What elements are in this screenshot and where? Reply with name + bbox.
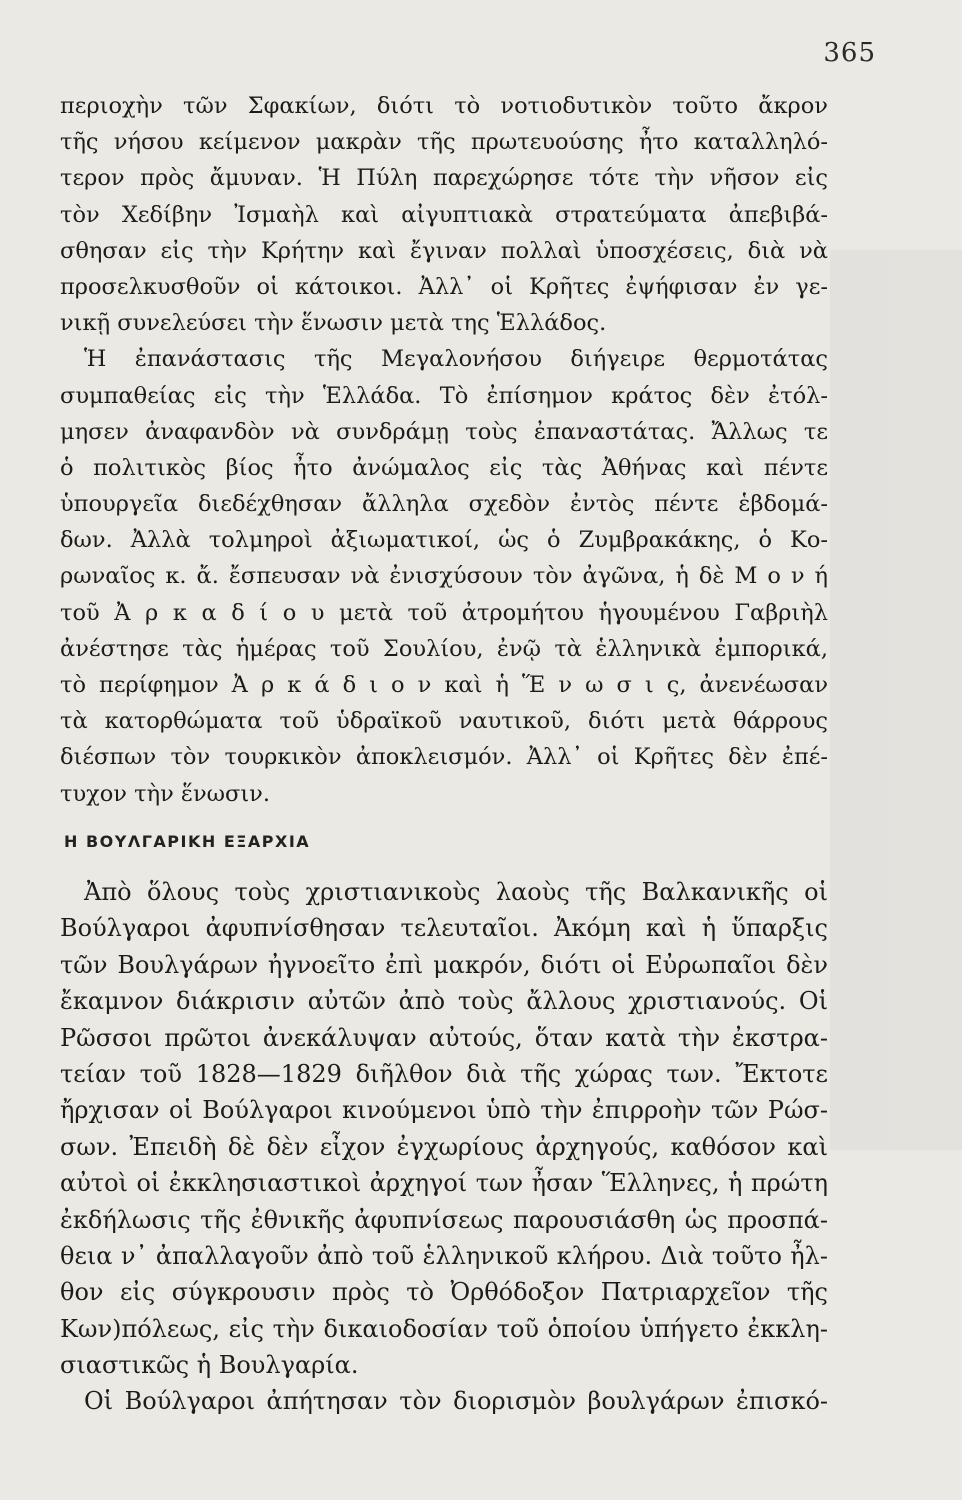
- body-text-section-1: [60, 88, 828, 812]
- text-line: σθησαν εἰς τὴν Κρήτην καὶ ἔγιναν πολλαὶ ὑποσχέσεις, διὰ νὰ: [60, 237, 828, 264]
- text-line: αὐτοὶ οἱ ἐκκλησιαστικοὶ ἀρχηγοί των ἦσαν Ἕλληνες, ἡ πρώτη: [60, 1169, 828, 1198]
- text-line: Οἱ Βούλγαροι ἀπήτησαν τὸν διορισμὸν βουλγάρων ἐπισκό-: [84, 1387, 828, 1416]
- text-line: Ἀπὸ ὅλους τοὺς χριστιανικοὺς λαοὺς τῆς Βαλκανικῆς οἱ: [84, 878, 828, 906]
- text-line: τὰ κατορθώματα τοῦ ὑδραϊκοῦ ναυτικοῦ, διότι μετὰ θάρρους: [60, 708, 828, 735]
- text-line: τοῦ Ἀ ρ κ α δ ί ο υ μετὰ τοῦ ἀτρομήτου ἡγουμένου Γαβριὴλ: [60, 599, 828, 626]
- text-line: περιοχὴν τῶν Σφακίων, διότι τὸ νοτιοδυτικὸν τοῦτο ἄκρον: [60, 93, 828, 119]
- text-line: ἔκαμνον διάκρισιν αὐτῶν ἀπὸ τοὺς ἄλλους χριστιανούς. Οἱ: [60, 987, 828, 1016]
- text-line: τὸ περίφημον Ἀ ρ κ ά δ ι ο ν καὶ ἡ Ἕ ν ω σ ι ς, ἀνενέωσαν: [60, 672, 828, 698]
- text-line: δων. Ἀλλὰ τολμηροὶ ἀξιωματικοί, ὡς ὁ Ζυμβρακάκης, ὁ Κο-: [60, 527, 828, 554]
- text-line: διέσπων τὸν τουρκικὸν ἀποκλεισμόν. Ἀλλ᾽ οἱ Κρῆτες δὲν ἐπέ-: [60, 744, 828, 771]
- text-line: μησεν ἀναφανδὸν νὰ συνδράμῃ τοὺς ἐπαναστάτας. Ἄλλως τε: [60, 418, 828, 445]
- text-line: ὁ πολιτικὸς βίος ἦτο ἀνώμαλος εἰς τὰς Ἀθήνας καὶ πέντε: [60, 454, 828, 481]
- page-number: 365: [823, 38, 876, 68]
- text-line: ἀνέστησε τὰς ἡμέρας τοῦ Σουλίου, ἐνῷ τὰ ἑλληνικὰ ἐμπορικά,: [60, 635, 828, 662]
- text-line: ρωναῖος κ. ἄ. ἔσπευσαν νὰ ἐνισχύσουν τὸν ἀγῶνα, ἡ δὲ Μ ο ν ή: [60, 563, 828, 590]
- text-line: προσελκυσθοῦν οἱ κάτοικοι. Ἀλλ᾽ οἱ Κρῆτες ἐψήφισαν ἐν γε-: [60, 273, 828, 300]
- body-text-section-2: [60, 874, 828, 1420]
- show-through-shadow: [830, 250, 962, 1150]
- text-line: τῆς νήσου κείμενον μακρὰν τῆς πρωτευούσης ἦτο καταλληλό-: [60, 129, 828, 156]
- text-line: ἤρχισαν οἱ Βούλγαροι κινούμενοι ὑπὸ τὴν ἐπιρροὴν τῶν Ρώσ-: [60, 1096, 828, 1125]
- text-line: ἐκδήλωσις τῆς ἐθνικῆς ἀφυπνίσεως παρουσιάσθη ὡς προσπά-: [60, 1205, 828, 1234]
- text-line: Ρῶσσοι πρῶτοι ἀνεκάλυψαν αὐτούς, ὅταν κατὰ τὴν ἐκστρα-: [60, 1023, 828, 1052]
- text-line: συμπαθείας εἰς τὴν Ἑλλάδα. Τὸ ἐπίσημον κράτος δὲν ἐτόλ-: [60, 382, 828, 409]
- text-line: σιαστικῶς ἡ Βουλγαρία.: [60, 1351, 359, 1380]
- section-heading: Η ΒΟΥΛΓΑΡΙΚΗ ΕΞΑΡΧΙΑ: [64, 832, 311, 851]
- text-line: τυχον τὴν ἕνωσιν.: [60, 780, 271, 807]
- text-line: τὸν Χεδίβην Ἰσμαὴλ καὶ αἰγυπτιακὰ στρατεύματα ἀπεβιβά-: [60, 201, 828, 228]
- text-line: θον εἰς σύγκρουσιν πρὸς τὸ Ὀρθόδοξον Πατριαρχεῖον τῆς: [60, 1278, 828, 1307]
- text-line: τῶν Βουλγάρων ἠγνοεῖτο ἐπὶ μακρόν, διότι οἱ Εὐρωπαῖοι δὲν: [60, 950, 828, 979]
- text-line: Βούλγαροι ἀφυπνίσθησαν τελευταῖοι. Ἀκόμη καὶ ἡ ὕπαρξις: [60, 914, 828, 943]
- text-line: ὑπουργεῖα διεδέχθησαν ἄλληλα σχεδὸν ἐντὸς πέντε ἑβδομά-: [60, 491, 828, 518]
- text-line: σων. Ἐπειδὴ δὲ δὲν εἶχον ἐγχωρίους ἀρχηγούς, καθόσον καὶ: [60, 1132, 828, 1161]
- text-line: τερον πρὸς ἄμυναν. Ἡ Πύλη παρεχώρησε τότε τὴν νῆσον εἰς: [60, 165, 828, 192]
- text-line: Κων)πόλεως, εἰς τὴν δικαιοδοσίαν τοῦ ὁποίου ὑπήγετο ἐκκλη-: [60, 1314, 828, 1343]
- text-line: θεια ν᾽ ἀπαλλαγοῦν ἀπὸ τοῦ ἑλληνικοῦ κλήρου. Διὰ τοῦτο ἦλ-: [60, 1241, 828, 1270]
- text-line: νικῇ συνελεύσει τὴν ἕνωσιν μετὰ της Ἑλλάδος.: [60, 310, 607, 337]
- text-line: τείαν τοῦ 1828—1829 διῆλθον διὰ τῆς χώρας των. Ἔκτοτε: [60, 1059, 828, 1088]
- text-line: Ἡ ἐπανάστασις τῆς Μεγαλονήσου διήγειρε θερμοτάτας: [84, 346, 828, 373]
